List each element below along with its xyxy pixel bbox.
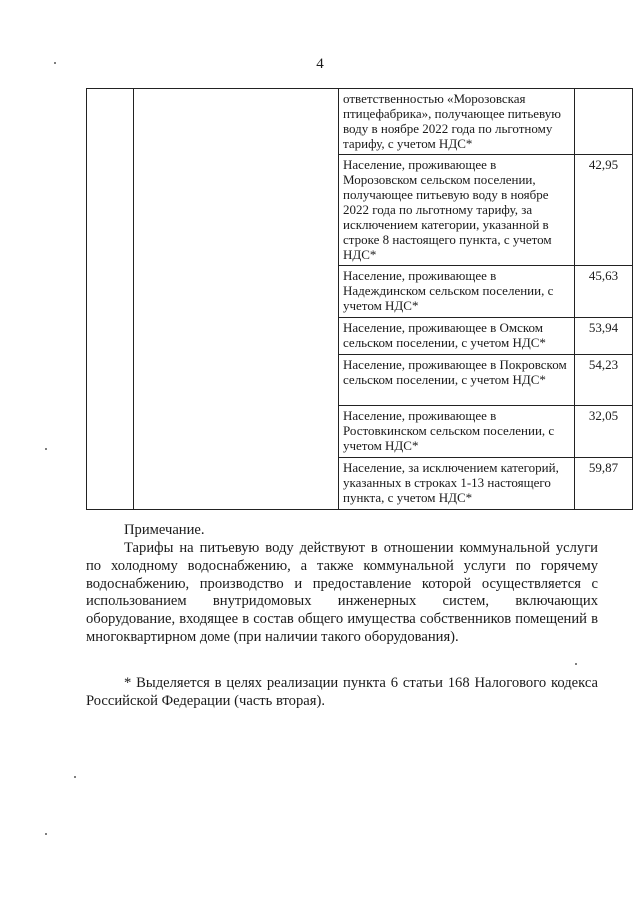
table-cell-value: 42,95	[575, 155, 633, 266]
table-cell-value: 59,87	[575, 458, 633, 510]
table-cell-description: Население, проживающее в Покровском сельском поселении, с учетом НДС*	[339, 355, 575, 406]
table-cell-value: 45,63	[575, 266, 633, 318]
note-body: Тарифы на питьевую воду действуют в отношении коммунальной услуги по холодному водоснабжению, а также коммунальной услуги по горячему водоснабжению, производство и предоставление которой осуществляется с использованием внутридомовых инженерных систем, включающих оборудование, входящее в состав общего имущества собственников помещений в многоквартирном доме (при наличии такого оборудования).	[86, 540, 598, 645]
tariff-table	[86, 88, 633, 510]
table-cell-value	[575, 89, 633, 155]
scan-speck	[575, 663, 577, 665]
table-cell-description: ответственностью «Морозовская птицефабрика», получающее питьевую воду в ноябре 2022 года по льготному тарифу, с учетом НДС*	[339, 89, 575, 155]
table-row	[87, 89, 633, 155]
table-cell-description: Население, проживающее в Ростовкинском сельском поселении, с учетом НДС*	[339, 406, 575, 458]
page-number: 4	[316, 56, 324, 72]
note-heading: Примечание.	[124, 522, 205, 538]
table-cell-description: Население, проживающее в Морозовском сельском поселении, получающее питьевую воду в ноябре 2022 года по льготному тарифу, за исключением категории, указанной в строке 8 настоящего пункта, с учетом НДС*	[339, 155, 575, 266]
footnote: * Выделяется в целях реализации пункта 6 статьи 168 Налогового кодекса Российской Федерации (часть вторая).	[86, 675, 598, 709]
row-number-cell	[87, 89, 134, 510]
table-cell-value: 54,23	[575, 355, 633, 406]
scan-speck	[54, 62, 56, 64]
scan-speck	[74, 776, 76, 778]
table-cell-value: 32,05	[575, 406, 633, 458]
service-cell	[134, 89, 339, 510]
scan-speck	[45, 448, 47, 450]
table-cell-value: 53,94	[575, 318, 633, 355]
table-cell-description: Население, за исключением категорий, указанных в строках 1-13 настоящего пункта, с учетом НДС*	[339, 458, 575, 510]
table-cell-description: Население, проживающее в Омском сельском поселении, с учетом НДС*	[339, 318, 575, 355]
scan-speck	[45, 833, 47, 835]
table-cell-description: Население, проживающее в Надеждинском сельском поселении, с учетом НДС*	[339, 266, 575, 318]
